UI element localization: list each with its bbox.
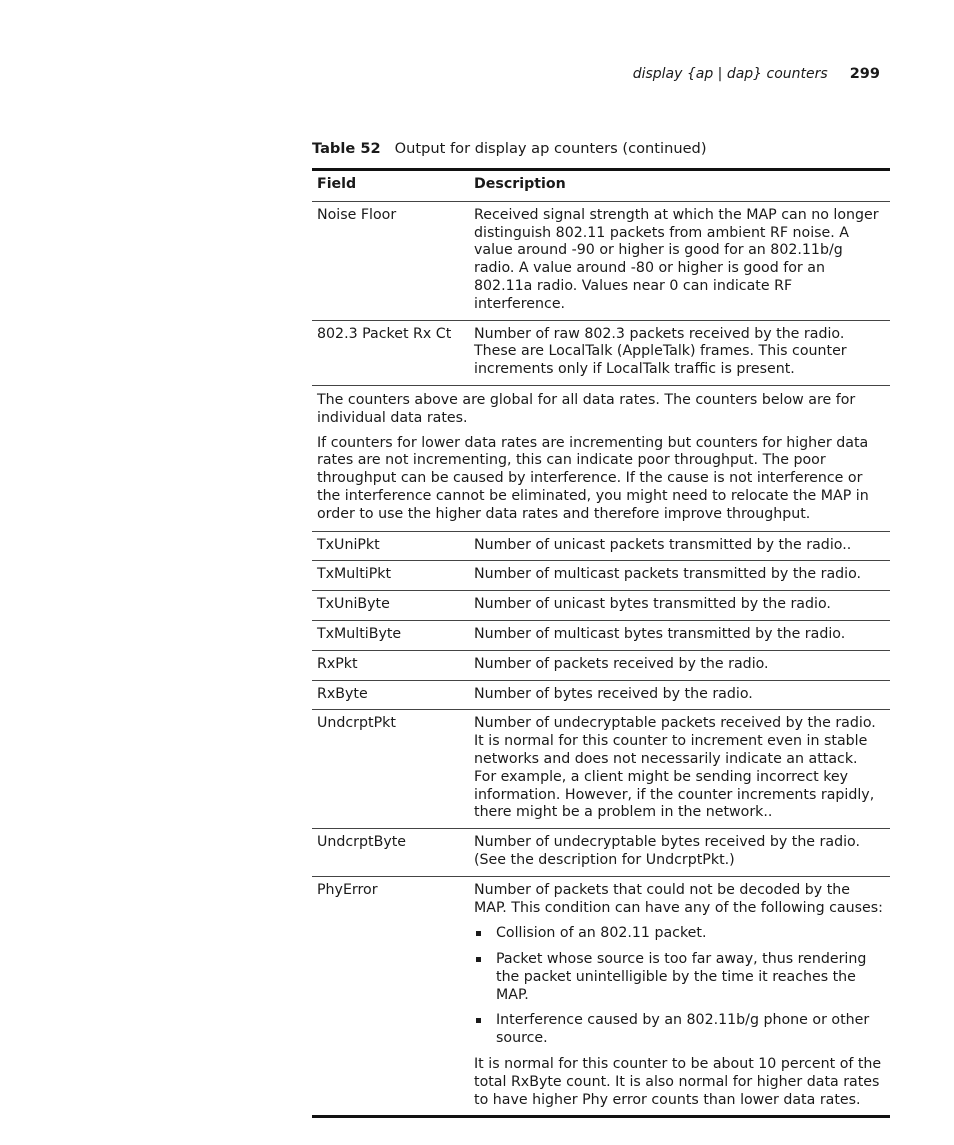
cause-list-item (474, 951, 884, 1004)
cause-list (474, 925, 884, 1048)
field-description: Number of unicast packets transmitted by the radio.. (474, 536, 852, 553)
field-description: Received signal strength at which the MAP can no longer distinguish 802.11 packets from ambient RF noise. A value around -90 or higher is good for an 802.11b/g radio. A value around -80 or higher is good for an 802.11a radio. Values near 0 can indicate RF interference. (474, 206, 879, 312)
field-name: UndcrptPkt (317, 715, 396, 732)
table-row (312, 709, 890, 828)
field-description: Number of multicast bytes transmitted by the radio. (474, 625, 846, 642)
field-description: Number of raw 802.3 packets received by the radio. These are LocalTalk (AppleTalk) frames. This counter increments only if LocalTalk traffic is present. (474, 325, 847, 378)
table-note-row (312, 385, 890, 531)
field-name: 802.3 Packet Rx Ct (317, 325, 452, 342)
field-description: Number of undecryptable packets received by the radio. It is normal for this counter to increment even in stable networks and does not necessarily indicate an attack. For example, a client might be sending incorrect key information. However, if the counter increments rapidly, there might be a problem in the network.. (474, 715, 876, 821)
table-caption-text: Output for display ap counters (continued) (394, 140, 707, 157)
field-name: TxUniPkt (317, 536, 380, 553)
field-description: Number of bytes received by the radio. (474, 685, 753, 702)
field-name: TxUniByte (317, 596, 390, 613)
table-row (312, 620, 890, 650)
table-row (312, 680, 890, 710)
column-header-field: Field (317, 176, 357, 192)
table-row-phyerror (312, 876, 890, 1116)
cause-list-item (474, 925, 884, 943)
note-paragraph: If counters for lower data rates are incrementing but counters for higher data rates are not incrementing, this can indicate poor throughput. The poor throughput can be caused by interference. If the cause is not interference or the interference cannot be eliminated, you might need to relocate the MAP in order to use the higher data rates and therefore improve throughput. (317, 434, 869, 522)
table-row (312, 320, 890, 385)
table-label: Table 52 (312, 140, 381, 157)
table-row (312, 828, 890, 876)
counters-table (312, 168, 890, 1118)
table-row (312, 201, 890, 320)
field-description: Number of undecryptable bytes received by the radio. (See the description for UndcrptPkt.) (474, 834, 860, 868)
field-description: Number of packets received by the radio. (474, 655, 769, 672)
field-description (474, 882, 890, 1110)
table-caption (312, 140, 707, 157)
running-header (633, 66, 880, 82)
field-name: PhyError (317, 881, 378, 898)
field-description: Number of multicast packets transmitted by the radio. (474, 566, 862, 583)
column-header-description: Description (474, 176, 566, 192)
field-name: TxMultiPkt (317, 566, 392, 583)
square-bullet-icon (476, 1018, 481, 1023)
table-row (312, 531, 890, 561)
cause-text: Packet whose source is too far away, thus rendering the packet unintelligible by the time it reaches the MAP. (496, 951, 867, 1003)
field-description: Number of unicast bytes transmitted by the radio. (474, 596, 831, 613)
field-name: RxPkt (317, 655, 358, 672)
note-paragraph: The counters above are global for all data rates. The counters below are for individual data rates. (317, 391, 856, 426)
square-bullet-icon (476, 931, 481, 936)
cause-list-item (474, 1012, 884, 1048)
table-row (312, 650, 890, 680)
square-bullet-icon (476, 957, 481, 962)
table-row (312, 590, 890, 620)
cause-text: Collision of an 802.11 packet. (496, 925, 707, 942)
table-row (312, 560, 890, 590)
running-title: display {ap | dap} counters (632, 66, 828, 82)
description-outro: It is normal for this counter to be about 10 percent of the total RxByte count. It is also normal for higher data rates to have higher Phy error counts than lower data rates. (474, 1056, 882, 1108)
field-name: UndcrptByte (317, 834, 407, 851)
page-number: 299 (849, 66, 880, 82)
field-name: Noise Floor (317, 206, 397, 223)
table-header-row (312, 171, 890, 201)
cause-text: Interference caused by an 802.11b/g phone or other source. (496, 1012, 870, 1047)
field-name: RxByte (317, 685, 368, 702)
field-name: TxMultiByte (317, 625, 402, 642)
description-intro: Number of packets that could not be decoded by the MAP. This condition can have any of the following causes: (474, 881, 883, 916)
